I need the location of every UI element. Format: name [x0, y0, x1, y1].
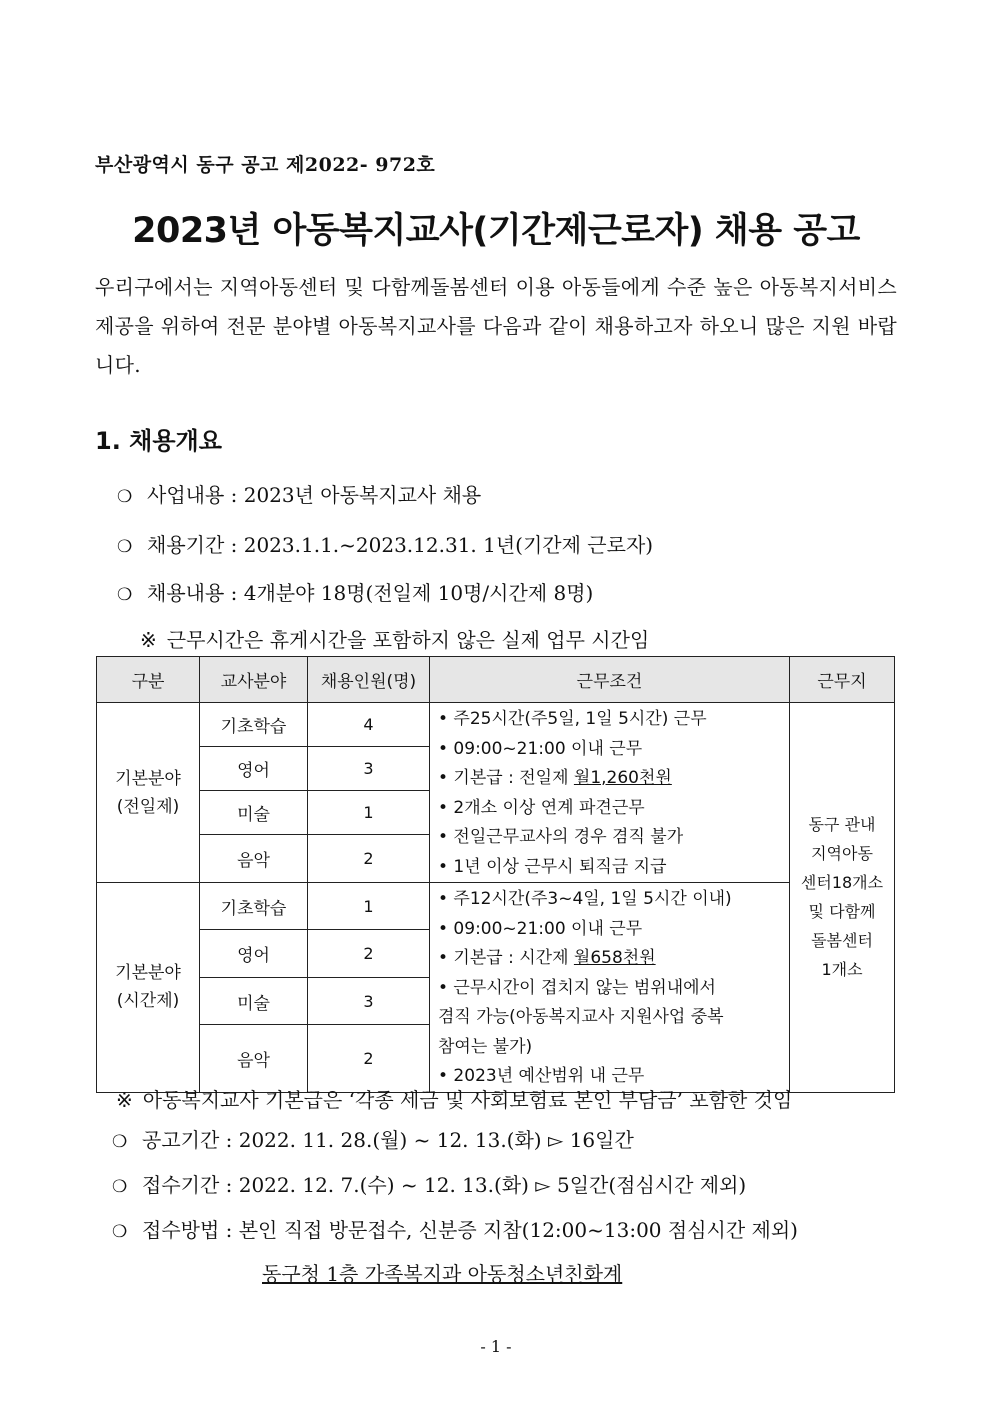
item-value: 2022. 12. 7.(수) ~ 12. 13.(화) ▻ 5일간(점심시간 제외) [238, 1173, 747, 1197]
conditions-cell-fulltime [430, 703, 790, 883]
col-header-count: 채용인원(명) [308, 657, 430, 703]
circle-bullet-icon: ❍ [112, 1222, 128, 1242]
condition-line: • 2023년 예산범위 내 근무 [438, 1066, 645, 1086]
group-sublabel: (전일제) [116, 796, 180, 817]
group-label: 기본분야 [115, 963, 181, 984]
col-header-category: 구분 [97, 657, 200, 703]
table-row [97, 703, 895, 747]
note-text: 아동복지교사 기본급은 ‘각종 세금 및 사회보험료 본인 부담금’ 포함한 것임 [142, 1088, 793, 1112]
field-cell: 기초학습 [200, 703, 308, 747]
condition-line: • 09:00~21:00 이내 근무 [438, 918, 643, 939]
workplace-line: 및 다함께 [808, 902, 876, 922]
item-label: 사업내용 : [147, 483, 244, 507]
field-cell: 미술 [200, 978, 308, 1025]
field-cell: 미술 [200, 790, 308, 834]
item-value: 2022. 11. 28.(월) ~ 12. 13.(화) ▻ 16일간 [238, 1128, 634, 1152]
count-cell: 2 [308, 930, 430, 978]
recruitment-table [96, 656, 895, 1093]
intro-paragraph: 우리구에서는 지역아동센터 및 다함께돌봄센터 이용 아동들에게 수준 높은 아동복지서비스 제공을 위하여 전문 분야별 아동복지교사를 다음과 같이 채용하고자 하오니 많은 지원 바랍니다. [95, 275, 897, 377]
group-cell-parttime [97, 883, 200, 1093]
salary-prefix: • 기본급 : 전일제 [438, 768, 574, 788]
field-cell: 음악 [200, 1025, 308, 1092]
condition-line: • 2개소 이상 연계 파견근무 [438, 797, 645, 818]
group-label: 기본분야 [115, 768, 181, 789]
condition-line-salary [438, 764, 785, 794]
col-header-workplace: 근무지 [790, 657, 895, 703]
condition-line: 참여는 불가) [438, 1036, 533, 1057]
field-cell: 영어 [200, 930, 308, 978]
page-title: 2023년 아동복지교사(기간제근로자) 채용 공고 [132, 211, 860, 251]
field-cell: 음악 [200, 834, 308, 882]
item-label: 공고기간 : [142, 1128, 239, 1152]
count-cell: 2 [308, 1025, 430, 1092]
col-header-field: 교사분야 [200, 657, 308, 703]
item-label: 접수기간 : [142, 1173, 239, 1197]
count-cell: 3 [308, 978, 430, 1025]
conditions-cell-parttime [430, 883, 790, 1093]
condition-line: • 09:00~21:00 이내 근무 [438, 738, 643, 759]
condition-line-salary [438, 944, 785, 974]
overview-item-application-method [112, 1214, 798, 1243]
count-cell: 1 [308, 883, 430, 930]
condition-line: • 주12시간(주3~4일, 1일 5시간 이내) [438, 889, 732, 909]
item-value: 2023.1.1.~2023.12.31. 1년(기간제 근로자) [243, 533, 654, 557]
col-header-conditions: 근무조건 [430, 657, 790, 703]
section-heading-overview: 1. 채용개요 [95, 427, 222, 455]
work-hours-note [140, 624, 649, 653]
salary-amount: 월658천원 [573, 948, 656, 968]
reference-mark-icon: ※ [140, 628, 157, 652]
count-cell: 4 [308, 703, 430, 747]
item-value: 2023년 아동복지교사 채용 [243, 483, 482, 507]
count-cell: 2 [308, 834, 430, 882]
count-cell: 3 [308, 746, 430, 790]
group-sublabel: (시간제) [116, 991, 180, 1012]
workplace-line: 지역아동 [811, 844, 873, 864]
circle-bullet-icon: ❍ [112, 1177, 128, 1197]
note-text: 근무시간은 휴게시간을 포함하지 않은 실제 업무 시간임 [166, 628, 650, 652]
circle-bullet-icon: ❍ [112, 1132, 128, 1152]
workplace-line: 1개소 [821, 960, 863, 980]
table-row [97, 883, 895, 930]
workplace-line: 돌봄센터 [811, 931, 873, 951]
field-cell: 영어 [200, 746, 308, 790]
workplace-cell [790, 703, 895, 1093]
salary-prefix: • 기본급 : 시간제 [438, 948, 574, 968]
group-cell-fulltime [97, 703, 200, 883]
item-value: 4개분야 18명(전일제 10명/시간제 8명) [243, 581, 594, 605]
condition-line: • 주25시간(주5일, 1일 5시간) 근무 [438, 709, 707, 729]
overview-item-content [117, 577, 593, 606]
workplace-line: 동구 관내 [808, 815, 876, 835]
circle-bullet-icon: ❍ [117, 537, 133, 557]
condition-line: • 근무시간이 겹치지 않는 범위내에서 [438, 977, 716, 998]
item-value: 본인 직접 방문접수, 신분증 지참(12:00~13:00 점심시간 제외) [238, 1218, 798, 1242]
overview-item-business [117, 479, 481, 508]
page-number: - 1 - [480, 1337, 512, 1356]
salary-note [116, 1084, 792, 1113]
item-label: 채용내용 : [147, 581, 244, 605]
overview-item-notice-period [112, 1124, 634, 1153]
reference-mark-icon: ※ [116, 1088, 133, 1112]
salary-amount: 월1,260천원 [573, 768, 672, 788]
field-cell: 기초학습 [200, 883, 308, 930]
condition-line: 겸직 가능(아동복지교사 지원사업 중복 [438, 1007, 724, 1027]
circle-bullet-icon: ❍ [117, 585, 133, 605]
condition-line: • 전일근무교사의 경우 겸직 불가 [438, 827, 684, 847]
condition-line: • 1년 이상 근무시 퇴직금 지급 [438, 856, 667, 877]
application-address: 동구청 1층 가족복지과 아동청소년친화계 [262, 1262, 623, 1286]
overview-item-application-period [112, 1169, 746, 1198]
item-label: 채용기간 : [147, 533, 244, 557]
circle-bullet-icon: ❍ [117, 487, 133, 507]
notice-number: 부산광역시 동구 공고 제2022- 972호 [95, 154, 436, 176]
workplace-line: 센터18개소 [800, 873, 884, 893]
table-header-row [97, 657, 895, 703]
overview-item-period [117, 529, 653, 558]
item-label: 접수방법 : [142, 1218, 239, 1242]
count-cell: 1 [308, 790, 430, 834]
